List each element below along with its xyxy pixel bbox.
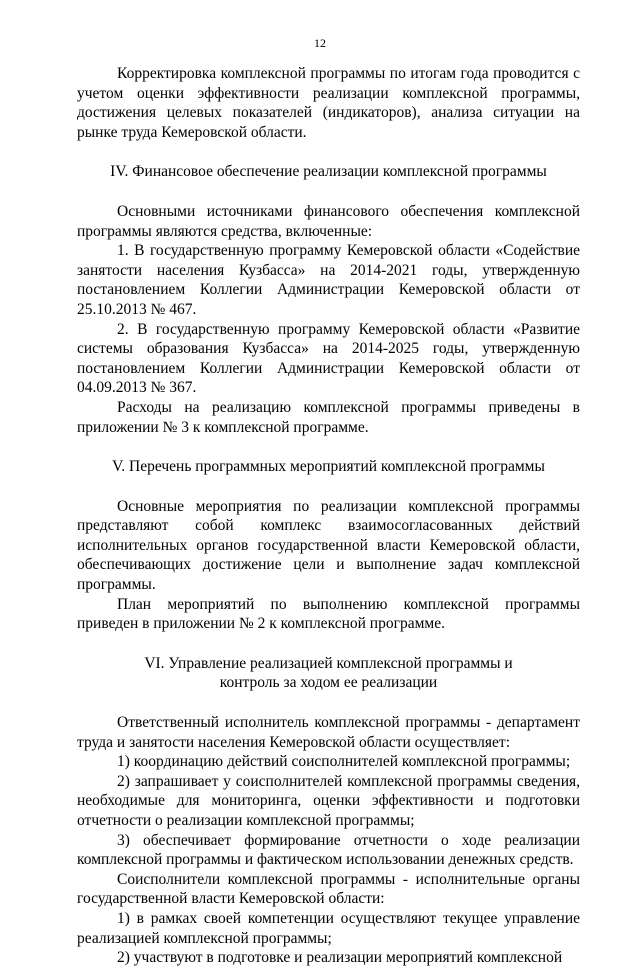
spacer — [77, 693, 580, 713]
paragraph: План мероприятий по выполнению комплексной программы приведен в приложении № 2 к комплексной программе. — [77, 595, 580, 633]
document-body — [77, 64, 580, 968]
page-number: 12 — [314, 36, 326, 50]
paragraph: Корректировка комплексной программы по итогам года проводится с учетом оценки эффективности реализации комплексной программы, достижения целевых показателей (индикаторов), анализа ситуации на рынке труда Кемеровской области. — [77, 65, 580, 141]
paragraph: Расходы на реализацию комплексной программы приведены в приложении № 3 к комплексной программе. — [77, 398, 580, 436]
paragraph: Соисполнители комплексной программы - исполнительные органы государственной власти Кемеровской области: — [77, 870, 580, 908]
spacer — [77, 182, 580, 202]
list-item: 1. В государственную программу Кемеровской области «Содействие занятости населения Кузбасса» на 2014-2021 годы, утвержденную постановлением Коллегии Администрации Кемеровской области от 25.10.2013 № 467. — [77, 242, 580, 318]
spacer — [77, 142, 580, 162]
list-item: 1) в рамках своей компетенции осуществляют текущее управление реализацией комплексной программы; — [77, 909, 580, 947]
list-item: 3) обеспечивает формирование отчетности о ходе реализации комплексной программы и фактическом использовании денежных средств. — [77, 831, 580, 869]
paragraph: Основные мероприятия по реализации комплексной программы представляют собой комплекс взаимосогласованных действий исполнительных органов государственной власти Кемеровской области, обеспечивающих достижение цели и выполнение задач комплексной программы. — [77, 497, 580, 594]
section-heading-iv: IV. Финансовое обеспечение реализации комплексной программы — [110, 163, 547, 181]
section-heading-vi — [77, 654, 580, 693]
spacer — [77, 477, 580, 497]
list-item: 2) участвуют в подготовке и реализации мероприятий комплексной — [117, 949, 563, 967]
list-item: 1) координацию действий соисполнителей комплексной программы; — [117, 753, 571, 771]
spacer — [77, 634, 580, 654]
paragraph: Ответственный исполнитель комплексной программы - департамент труда и занятости населения Кемеровской области осуществляет: — [77, 714, 580, 751]
section-heading-vi-line2: контроль за ходом ее реализации — [219, 674, 438, 692]
spacer — [77, 437, 580, 457]
section-heading-v: V. Перечень программных мероприятий комплексной программы — [112, 458, 545, 476]
paragraph: Основными источниками финансового обеспечения комплексной программы являются средства, включенные: — [77, 202, 580, 240]
list-item: 2. В государственную программу Кемеровской области «Развитие системы образования Кузбасса» на 2014-2025 годы, утвержденную постановлением Коллегии Администрации Кемеровской области от 04.09.2013 № 367. — [77, 320, 580, 397]
section-heading-vi-line1: VI. Управление реализацией комплексной программы и — [144, 654, 513, 672]
list-item: 2) запрашивает у соисполнителей комплексной программы сведения, необходимые для мониторинга, оценки эффективности и подготовки отчетности о реализации комплексной программы; — [77, 772, 580, 829]
